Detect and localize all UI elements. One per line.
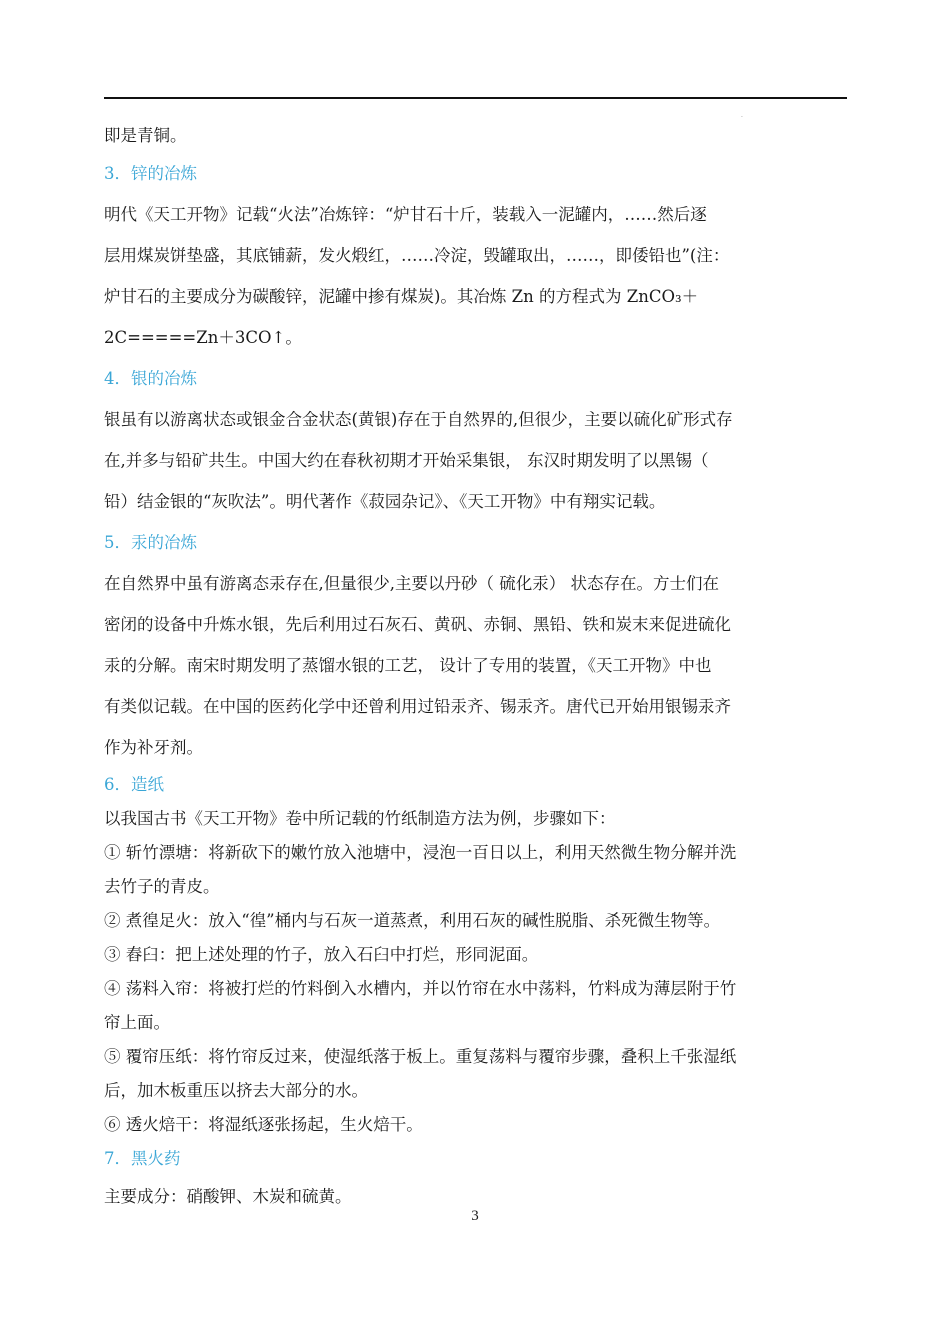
text-line: 以我国古书《天工开物》卷中所记载的竹纸制造方法为例，步骤如下： — [104, 809, 616, 828]
text-line: 铅）结金银的“灰吹法”。明代著作《菽园杂记》、《天工开物》中有翔实记载。 — [104, 492, 666, 511]
section-heading: 4．银的冶炼 — [104, 369, 197, 388]
text-line: 汞的分解。南宋时期发明了蒸馏水银的工艺， 设计了专用的装置，《天工开物》中也 — [104, 656, 712, 675]
list-item: 后，加木板重压以挤去大部分的水。 — [104, 1081, 368, 1100]
list-item: ③ 舂臼：把上述处理的竹子，放入石臼中打烂，形同泥面。 — [104, 945, 539, 964]
list-item: ② 煮徨足火：放入“徨”桶内与石灰一道蒸煮，利用石灰的碱性脱脂、杀死微生物等。 — [104, 911, 721, 930]
section-heading: 7．黑火药 — [104, 1149, 181, 1168]
list-item: ⑤ 覆帘压纸：将竹帘反过来，使湿纸落于板上。重复荡料与覆帘步骤，叠积上千张湿纸 — [104, 1047, 737, 1066]
section-heading: 3．锌的冶炼 — [104, 164, 197, 183]
list-item: ① 斩竹漂塘：将新砍下的嫩竹放入池塘中，浸泡一百日以上，利用天然微生物分解并洗 — [104, 843, 737, 862]
text-line: 明代《天工开物》记载“火法”冶炼锌：“炉甘石十斤，装载入一泥罐内，……然后逐 — [104, 205, 707, 224]
list-item: 去竹子的青皮。 — [104, 877, 220, 896]
text-line: 作为补牙剂。 — [104, 738, 203, 757]
list-item: 帘上面。 — [104, 1013, 170, 1032]
section-heading: 5．汞的冶炼 — [104, 533, 197, 552]
text-line: 在自然界中虽有游离态汞存在,但量很少,主要以丹砂（ 硫化汞） 状态存在。方士们在 — [104, 574, 719, 593]
page-number: 3 — [471, 1208, 479, 1224]
list-item: ④ 荡料入帘：将被打烂的竹料倒入水槽内，并以竹帘在水中荡料，竹料成为薄层附于竹 — [104, 979, 737, 998]
section-heading: 6．造纸 — [104, 775, 164, 794]
header-rule — [104, 97, 847, 99]
document-body — [104, 119, 847, 1217]
text-line: 有类似记载。在中国的医药化学中还曾利用过铅汞齐、锡汞齐。唐代已开始用银锡汞齐 — [104, 697, 731, 716]
text-line: 即是青铜。 — [104, 126, 187, 145]
header-mark: · — [741, 114, 743, 121]
text-line: 主要成分：硝酸钾、木炭和硫黄。 — [104, 1187, 352, 1206]
text-line: 银虽有以游离状态或银金合金状态(黄银)存在于自然界的,但很少，主要以硫化矿形式存 — [104, 410, 733, 429]
list-item: ⑥ 透火焙干：将湿纸逐张扬起，生火焙干。 — [104, 1115, 423, 1134]
text-line: 在,并多与铅矿共生。中国大约在春秋初期才开始采集银， 东汉时期发明了以黑锡（ — [104, 451, 709, 470]
text-line: 层用煤炭饼垫盛，其底铺薪，发火煅红，……冷淀，毁罐取出，……，即倭铅也”(注： — [104, 246, 730, 265]
text-line: 密闭的设备中升炼水银，先后利用过石灰石、黄矾、赤铜、黑铅、铁和炭末来促进硫化 — [104, 615, 731, 634]
text-line: 2C=====Zn＋3CO↑。 — [104, 328, 302, 347]
text-line: 炉甘石的主要成分为碳酸锌，泥罐中掺有煤炭)。其冶炼 Zn 的方程式为 ZnCO₃＋ — [104, 287, 699, 306]
